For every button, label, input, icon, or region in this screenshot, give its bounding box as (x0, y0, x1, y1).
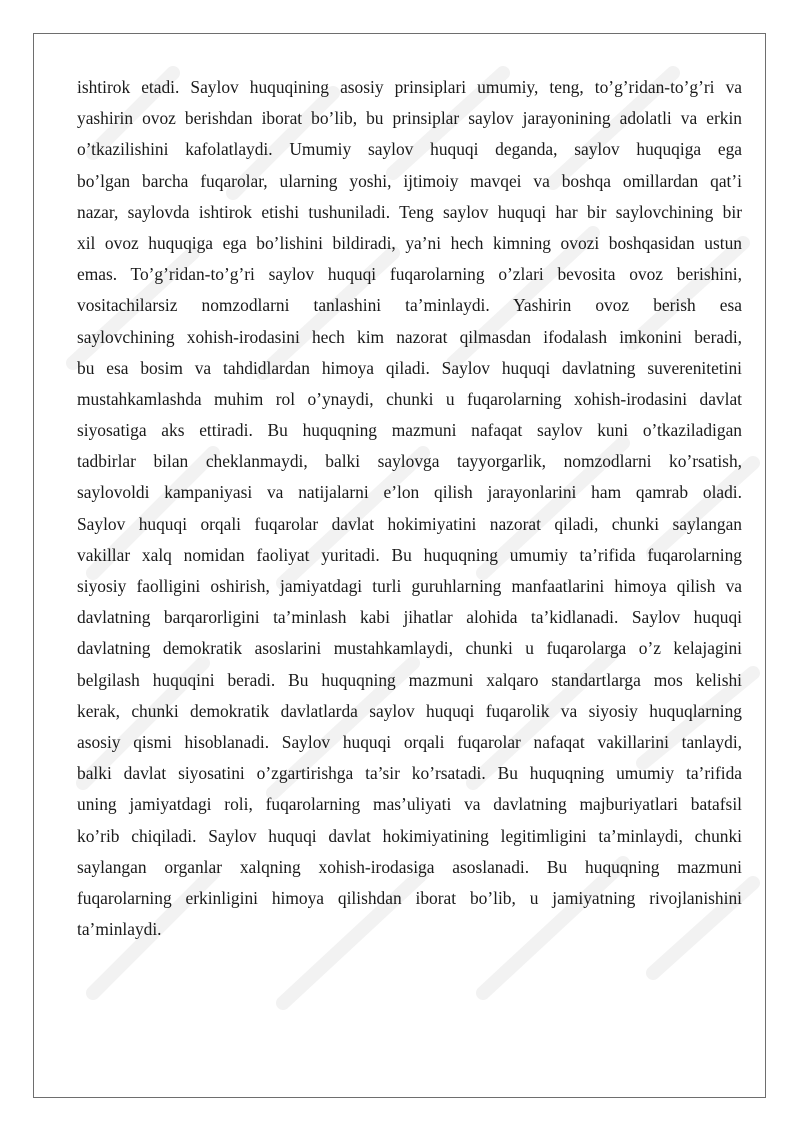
text-line: vositachilarsiz nomzodlarni tanlashini ta’minlaydi. Yashirin ovoz berish esa (77, 295, 742, 316)
text-line: o’tkazilishini kafolatlaydi. Umumiy saylov huquqi deganda, saylov huquqiga ega (77, 139, 742, 160)
text-line: balki davlat siyosatini o’zgartirishga ta’sir ko’rsatadi. Bu huquqning umumiy ta’rifida (77, 763, 742, 784)
text-line: bo’lgan barcha fuqarolar, ularning yoshi, ijtimoiy mavqei va boshqa omillardan qat’i (77, 170, 742, 191)
text-line: siyosiy faolligini oshirish, jamiyatdagi turli guruhlarning manfaatlarini himoya qilish va (77, 576, 742, 596)
text-line: ko’rib chiqiladi. Saylov huquqi davlat hokimiyatining legitimligini ta’minlaydi, chunki (77, 825, 742, 846)
document-body (77, 72, 742, 945)
text-line: xil ovoz huquqiga ega bo’lishini bildiradi, ya’ni hech kimning ovozi boshqasidan ustun (77, 232, 742, 253)
text-line: bu esa bosim va tahdidlardan himoya qiladi. Saylov huquqi davlatning suverenitetini (77, 357, 742, 378)
text-line: saylangan organlar xalqning xohish-irodasiga asoslanadi. Bu huquqning mazmuni (77, 856, 742, 877)
text-line: davlatning barqarorligini ta’minlash kabi jihatlar alohida ta’kidlanadi. Saylov huquqi (77, 607, 742, 628)
text-line: mustahkamlashda muhim rol o’ynaydi, chunki u fuqarolarning xohish-irodasini davlat (77, 388, 742, 409)
text-line: Saylov huquqi orqali fuqarolar davlat hokimiyatini nazorat qiladi, chunki saylangan (77, 513, 742, 534)
text-line: davlatning demokratik asoslarini mustahkamlaydi, chunki u fuqarolarga o’z kelajagini (77, 638, 742, 659)
text-line: nazar, saylovda ishtirok etishi tushuniladi. Teng saylov huquqi har bir saylovchining bir (77, 201, 742, 222)
text-line: fuqarolarning erkinligini himoya qilishdan iborat bo’lib, u jamiyatning rivojlanishini (77, 887, 742, 908)
text-line: vakillar xalq nomidan faoliyat yuritadi. Bu huquqning umumiy ta’rifida fuqarolarning (77, 544, 742, 565)
text-line: saylovchining xohish-irodasini hech kim nazorat qilmasdan ifodalash imkonini beradi, (77, 326, 742, 347)
text-line: emas. To’g’ridan-to’g’ri saylov huquqi fuqarolarning o’zlari bevosita ovoz berishini, (77, 264, 742, 285)
text-line: uning jamiyatdagi roli, fuqarolarning mas’uliyati va davlatning majburiyatlari batafsil (77, 794, 742, 815)
text-line-last: ta’minlaydi. (77, 919, 162, 940)
text-line: kerak, chunki demokratik davlatlarda saylov huquqi fuqarolik va siyosiy huquqlarning (77, 700, 742, 721)
text-line: yashirin ovoz berishdan iborat bo’lib, bu prinsiplar saylov jarayonining adolatli va erkin (77, 108, 742, 129)
text-line: siyosatiga aks ettiradi. Bu huquqning mazmuni nafaqat saylov kuni o’tkaziladigan (77, 420, 742, 441)
text-line: asosiy qismi hisoblanadi. Saylov huquqi orqali fuqarolar nafaqat vakillarini tanlaydi, (77, 731, 742, 752)
text-line: belgilash huquqini beradi. Bu huquqning mazmuni xalqaro standartlarga mos kelishi (77, 669, 742, 690)
text-line: saylovoldi kampaniyasi va natijalarni e’lon qilish jarayonlarini ham qamrab oladi. (77, 482, 742, 503)
text-line: tadbirlar bilan cheklanmaydi, balki saylovga tayyorgarlik, nomzodlarni ko’rsatish, (77, 451, 742, 472)
text-line: ishtirok etadi. Saylov huquqining asosiy prinsiplari umumiy, teng, to’g’ridan-to’g’ri va (77, 77, 742, 97)
